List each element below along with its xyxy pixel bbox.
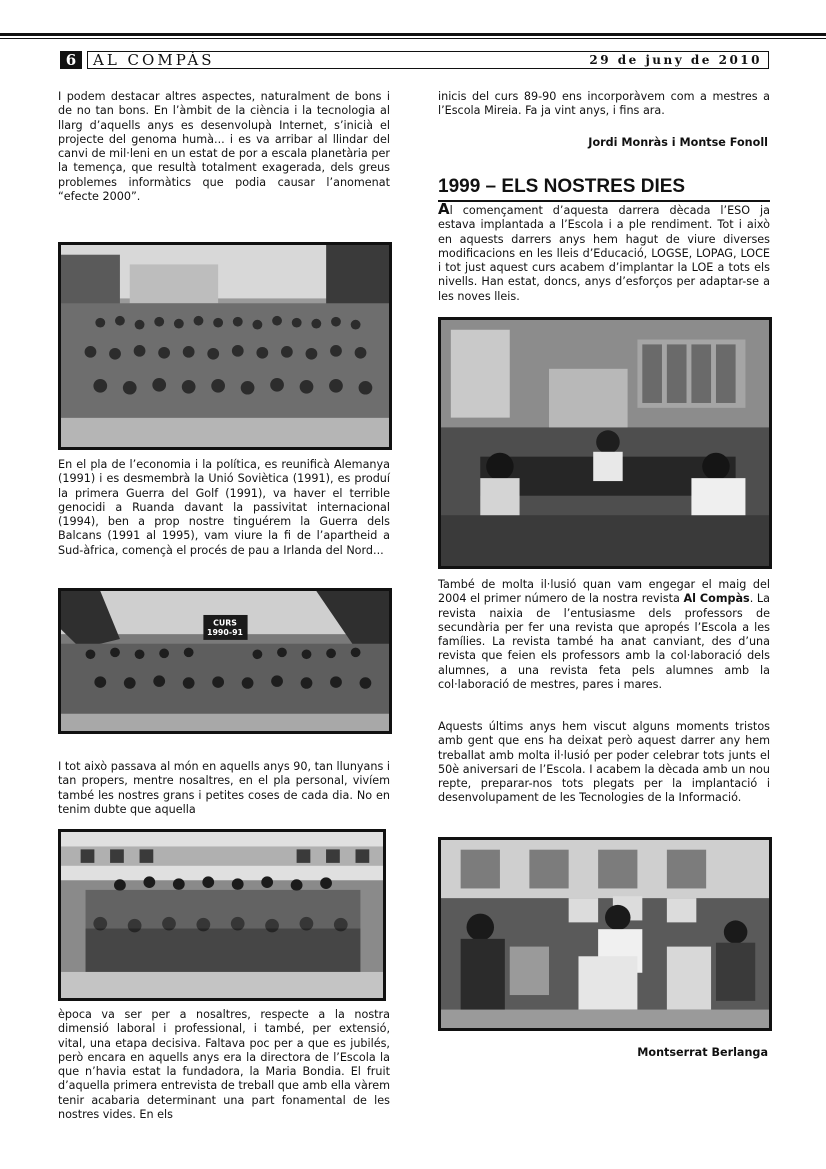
header-rule-thin [0, 38, 826, 39]
photo-class-1990-91 [58, 588, 392, 734]
header-box [87, 51, 769, 69]
right-paragraph-3-text-b: . La revista naixia de l’entusiasme dels professors de secundària per fer una revista que apropés l’Escola a les famílies. La revista també ha anat canviant, des d’una revista que feien els professors amb la col·laboració dels alumnes, a una revista feta pels alumnes amb la col·laboració de mestres, pares i mares. [438, 592, 770, 692]
left-paragraph-2: En el pla de l’economia i la política, es reunificà Alemanya (1991) i es desmembrà la Unió Soviètica (1991), es produí la primera Guerra del Golf (1991), va haver el terrible genocidi a Ruanda davant la passivitat internacional (1994), ben a prop nostre tinguérem la Guerra dels Balcans (1991 al 1995), vam viure la fi de l’apartheid a Sud-àfrica, començà el procés de pau a Irlanda del Nord... [58, 458, 390, 557]
photo-office-meeting [438, 317, 772, 569]
left-paragraph-1: I podem destacar altres aspectes, naturalment de bons i de no tan bons. En l’àmbit de la ciència i la tecnologia al llarg d’aquells anys es desenvolupà Internet, s’inicià el projecte del genoma humà... i es va arribar al llindar del canvi de mil·leni en un estat de por a escala planetària per la temença, que resultà totalment exagerada, dels greus problemes informàtics que podia causar l’anomenat “efecte 2000”. [58, 90, 390, 204]
photo-computer-room [438, 837, 772, 1031]
right-paragraph-3 [438, 578, 770, 692]
issue-date: 29 de juny de 2010 [589, 53, 762, 67]
dropcap: A [438, 200, 450, 218]
header-rule-thick [0, 33, 826, 36]
page-number: 6 [60, 51, 82, 69]
signature-berlanga: Montserrat Berlanga [637, 1046, 768, 1059]
magazine-title: AL COMPÀS [93, 51, 215, 69]
left-paragraph-4: època va ser per a nosaltres, respecte a la nostra dimensió laboral i professional, i també, per extensió, vital, una etapa decisiva. Faltava poc per a que es jubilés, però encara en aquells anys era la directora de l’Escola la que n’havia estat la fundadora, la Maria Bondia. El fruit d’aquella primera entrevista de treball que amb ella vàrem tenir acabaria determinant una part fonamental de les nostres vides. En els [58, 1008, 390, 1122]
photo-class-group-building [58, 829, 386, 1001]
right-paragraph-1: inicis del curs 89-90 ens incorporàvem com a mestres a l’Escola Mireia. Fa ja vint anys, i fins ara. [438, 90, 770, 118]
right-paragraph-4: Aquests últims anys hem viscut alguns moments tristos amb gent que ens ha deixat però aquest darrer any hem treballat amb molta il·lusió per poder celebrar tots junts el 50è aniversari de l’Escola. I acabem la dècada amb un nou repte, preparar-nos tots plegats per la implantació i desenvolupament de les Tecnologies de la Informació. [438, 720, 770, 805]
right-paragraph-2 [438, 202, 770, 304]
photo-school-group-outdoor [58, 242, 392, 450]
signature-monras-fonoll: Jordi Monràs i Montse Fonoll [588, 136, 768, 149]
right-paragraph-3-text-a: També de molta il·lusió quan vam engegar el maig del 2004 el primer número de la nostra revista [438, 578, 770, 606]
right-paragraph-2-text: l començament d’aquesta darrera dècada l’ESO ja estava implantada a l’Escola i a ple rendiment. Tot i això en aquests darrers anys hem hagut de viure diverses modificacions en les lleis d’Educació, LOGSE, LOPAG, LOCE i tot just aquest curs acabem d’implantar la LOE a tots els nivells. Han estat, doncs, anys d’esforços per adaptar-se a les noves lleis. [438, 204, 770, 303]
section-title: 1999 – ELS NOSTRES DIES [438, 176, 770, 202]
svg-text:1990-91: 1990-91 [207, 628, 243, 638]
page-header [60, 51, 769, 69]
magazine-name: Al Compàs [683, 592, 750, 606]
left-paragraph-3: I tot això passava al món en aquells anys 90, tan llunyans i tan propers, mentre nosaltres, en el pla personal, vivíem també les nostres grans i petites coses de cada dia. No en tenim dubte que aquella [58, 760, 390, 816]
class-sign: CURS [213, 618, 237, 628]
